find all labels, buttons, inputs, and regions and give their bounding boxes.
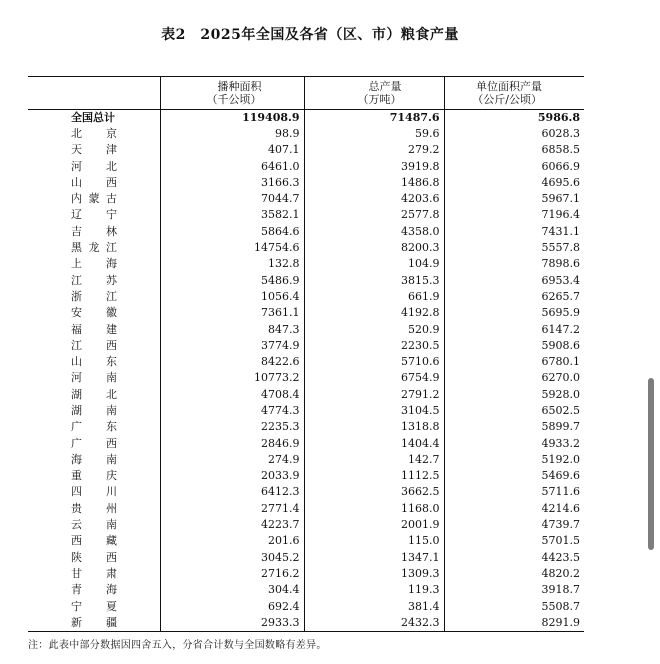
yield-cell: 6953.4 — [444, 272, 584, 288]
region-cell — [28, 256, 160, 272]
footnote: 注：此表中部分数据因四舍五入，分省合计数与全国数略有差异。 — [28, 640, 327, 651]
yield-cell: 4933.2 — [444, 435, 584, 451]
document-title: 表2 2025年全国及各省（区、市）粮食产量 — [161, 27, 459, 43]
sown-area-cell: 7044.7 — [160, 191, 304, 207]
table-row — [28, 484, 584, 500]
sown-area-cell: 7361.1 — [160, 305, 304, 321]
region-cell — [28, 435, 160, 451]
total-output-cell: 8200.3 — [304, 240, 444, 256]
region-name: 福 建 — [71, 322, 117, 336]
header-total-output — [304, 77, 444, 110]
yield-cell: 7898.6 — [444, 256, 584, 272]
total-output-cell: 1309.3 — [304, 566, 444, 582]
sown-area-cell: 4774.3 — [160, 403, 304, 419]
total-output-cell: 1404.4 — [304, 435, 444, 451]
total-output-cell: 3815.3 — [304, 272, 444, 288]
total-output-cell: 2230.5 — [304, 338, 444, 354]
yield-cell: 6147.2 — [444, 321, 584, 337]
table-row — [28, 191, 584, 207]
region-cell — [28, 615, 160, 631]
sown-area-cell: 14754.6 — [160, 240, 304, 256]
sown-area-cell: 3582.1 — [160, 207, 304, 223]
region-name: 江 西 — [71, 338, 117, 352]
yield-cell: 5469.6 — [444, 468, 584, 484]
table-row — [28, 468, 584, 484]
total-output-cell: 1318.8 — [304, 419, 444, 435]
table-row — [28, 224, 584, 240]
region-name: 青 海 — [71, 583, 117, 597]
region-name: 广 西 — [71, 436, 117, 450]
yield-cell: 3918.7 — [444, 582, 584, 598]
total-output-cell: 2001.9 — [304, 517, 444, 533]
region-name: 河 南 — [71, 371, 117, 385]
total-output-cell: 520.9 — [304, 321, 444, 337]
yield-cell: 4739.7 — [444, 517, 584, 533]
total-output-cell: 6754.9 — [304, 370, 444, 386]
region-name: 天 津 — [71, 143, 117, 157]
table-row — [28, 175, 584, 191]
header-sown-area — [160, 77, 304, 110]
total-output-cell: 1168.0 — [304, 501, 444, 517]
region-cell — [28, 452, 160, 468]
region-cell — [28, 550, 160, 566]
table-row — [28, 403, 584, 419]
table-row — [28, 158, 584, 174]
sown-area-cell: 2933.3 — [160, 615, 304, 631]
region-cell — [28, 419, 160, 435]
region-name: 河 北 — [71, 159, 117, 173]
yield-cell: 5928.0 — [444, 387, 584, 403]
region-name: 安 徽 — [71, 306, 117, 320]
table-row-total — [28, 110, 584, 126]
header-total-output-unit: （万吨） — [357, 93, 402, 106]
region-name: 重 庆 — [71, 469, 117, 483]
region-name: 湖 北 — [71, 387, 117, 401]
table-row — [28, 387, 584, 403]
sown-area-cell: 4223.7 — [160, 517, 304, 533]
yield-cell: 7431.1 — [444, 224, 584, 240]
header-sown-area-label: 播种面积 — [217, 80, 262, 93]
sown-area-cell: 132.8 — [160, 256, 304, 272]
total-output-cell: 2432.3 — [304, 615, 444, 631]
total-output-cell: 1112.5 — [304, 468, 444, 484]
region-cell — [28, 533, 160, 549]
total-output-cell: 3104.5 — [304, 403, 444, 419]
total-output-cell: 5710.6 — [304, 354, 444, 370]
yield-cell: 5711.6 — [444, 484, 584, 500]
yield-cell: 5967.1 — [444, 191, 584, 207]
sown-area-cell: 201.6 — [160, 533, 304, 549]
region-cell — [28, 110, 160, 126]
region-name: 陕 西 — [71, 550, 117, 564]
table-row — [28, 207, 584, 223]
region-cell — [28, 403, 160, 419]
yield-cell: 5908.6 — [444, 338, 584, 354]
total-output-cell: 104.9 — [304, 256, 444, 272]
sown-area-cell: 6461.0 — [160, 158, 304, 174]
table-row — [28, 550, 584, 566]
total-output-cell: 115.0 — [304, 533, 444, 549]
total-output-cell: 119.3 — [304, 582, 444, 598]
table-row — [28, 566, 584, 582]
grain-output-table — [28, 76, 584, 632]
table-row — [28, 598, 584, 614]
region-cell — [28, 126, 160, 142]
sown-area-cell: 119408.9 — [160, 110, 304, 126]
yield-cell: 6780.1 — [444, 354, 584, 370]
region-name: 广 东 — [71, 420, 117, 434]
table-row — [28, 354, 584, 370]
yield-cell: 5986.8 — [444, 110, 584, 126]
region-name: 甘 肃 — [71, 566, 117, 580]
table-row — [28, 256, 584, 272]
region-name: 云 南 — [71, 518, 117, 532]
yield-cell: 5899.7 — [444, 419, 584, 435]
region-cell — [28, 272, 160, 288]
total-output-cell: 279.2 — [304, 142, 444, 158]
table-row — [28, 533, 584, 549]
table-row — [28, 370, 584, 386]
yield-cell: 6066.9 — [444, 158, 584, 174]
sown-area-cell: 3166.3 — [160, 175, 304, 191]
sown-area-cell: 2771.4 — [160, 501, 304, 517]
region-cell — [28, 338, 160, 354]
sown-area-cell: 274.9 — [160, 452, 304, 468]
sown-area-cell: 2846.9 — [160, 435, 304, 451]
table-header-row — [28, 77, 584, 110]
yield-cell: 6858.5 — [444, 142, 584, 158]
region-cell — [28, 191, 160, 207]
yield-cell: 4820.2 — [444, 566, 584, 582]
region-cell — [28, 566, 160, 582]
region-name: 北 京 — [71, 126, 117, 140]
region-cell — [28, 142, 160, 158]
table-row — [28, 240, 584, 256]
region-cell — [28, 598, 160, 614]
region-name: 贵 州 — [71, 501, 117, 515]
header-total-output-label: 总产量 — [368, 80, 402, 93]
region-cell — [28, 305, 160, 321]
region-cell — [28, 354, 160, 370]
yield-cell: 4214.6 — [444, 501, 584, 517]
sown-area-cell: 4708.4 — [160, 387, 304, 403]
region-cell — [28, 224, 160, 240]
region-name: 四 川 — [71, 485, 117, 499]
table-body — [28, 110, 584, 632]
table-row — [28, 419, 584, 435]
table-row — [28, 615, 584, 631]
sown-area-cell: 304.4 — [160, 582, 304, 598]
yield-cell: 5695.9 — [444, 305, 584, 321]
table-row — [28, 305, 584, 321]
table-row — [28, 452, 584, 468]
region-name: 上 海 — [71, 257, 117, 271]
header-yield — [444, 77, 584, 110]
sown-area-cell: 407.1 — [160, 142, 304, 158]
region-cell — [28, 582, 160, 598]
table-row — [28, 517, 584, 533]
sown-area-cell: 2235.3 — [160, 419, 304, 435]
region-cell — [28, 484, 160, 500]
sown-area-cell: 98.9 — [160, 126, 304, 142]
region-cell — [28, 321, 160, 337]
region-name: 辽 宁 — [71, 208, 117, 222]
yield-cell: 5508.7 — [444, 598, 584, 614]
total-output-cell: 1486.8 — [304, 175, 444, 191]
table-row — [28, 272, 584, 288]
yield-cell: 8291.9 — [444, 615, 584, 631]
sown-area-cell: 10773.2 — [160, 370, 304, 386]
yield-cell: 5557.8 — [444, 240, 584, 256]
sown-area-cell: 2033.9 — [160, 468, 304, 484]
table-row — [28, 289, 584, 305]
yield-cell: 7196.4 — [444, 207, 584, 223]
region-name: 西 藏 — [71, 534, 117, 548]
total-output-cell: 4203.6 — [304, 191, 444, 207]
total-output-cell: 2577.8 — [304, 207, 444, 223]
region-name: 山 西 — [71, 175, 117, 189]
region-name: 宁 夏 — [71, 599, 117, 613]
scrollbar-thumb[interactable] — [648, 378, 654, 550]
region-cell — [28, 387, 160, 403]
header-yield-unit: （公斤/公顷） — [472, 93, 542, 106]
sown-area-cell: 8422.6 — [160, 354, 304, 370]
sown-area-cell: 3774.9 — [160, 338, 304, 354]
sown-area-cell: 1056.4 — [160, 289, 304, 305]
region-cell — [28, 240, 160, 256]
table-row — [28, 321, 584, 337]
sown-area-cell: 5486.9 — [160, 272, 304, 288]
region-cell — [28, 370, 160, 386]
header-yield-label: 单位面积产量 — [476, 80, 542, 93]
sown-area-cell: 2716.2 — [160, 566, 304, 582]
yield-cell: 4423.5 — [444, 550, 584, 566]
table-row — [28, 435, 584, 451]
region-cell — [28, 289, 160, 305]
region-name: 湖 南 — [71, 403, 117, 417]
yield-cell: 6028.3 — [444, 126, 584, 142]
yield-cell: 6265.7 — [444, 289, 584, 305]
yield-cell: 4695.6 — [444, 175, 584, 191]
region-cell — [28, 207, 160, 223]
region-name: 全国总计 — [71, 110, 115, 124]
total-output-cell: 142.7 — [304, 452, 444, 468]
total-output-cell: 381.4 — [304, 598, 444, 614]
yield-cell: 5701.5 — [444, 533, 584, 549]
total-output-cell: 4358.0 — [304, 224, 444, 240]
table-row — [28, 582, 584, 598]
total-output-cell: 3919.8 — [304, 158, 444, 174]
sown-area-cell: 5864.6 — [160, 224, 304, 240]
yield-cell: 6270.0 — [444, 370, 584, 386]
region-cell — [28, 158, 160, 174]
table-row — [28, 338, 584, 354]
table-row — [28, 142, 584, 158]
total-output-cell: 1347.1 — [304, 550, 444, 566]
region-name: 江 苏 — [71, 273, 117, 287]
total-output-cell: 2791.2 — [304, 387, 444, 403]
yield-cell: 6502.5 — [444, 403, 584, 419]
table-row — [28, 501, 584, 517]
header-region — [28, 77, 160, 110]
total-output-cell: 661.9 — [304, 289, 444, 305]
sown-area-cell: 847.3 — [160, 321, 304, 337]
header-sown-area-unit: （千公顷） — [206, 93, 262, 106]
total-output-cell: 59.6 — [304, 126, 444, 142]
region-name: 内 蒙 古 — [71, 192, 117, 206]
region-cell — [28, 468, 160, 484]
total-output-cell: 71487.6 — [304, 110, 444, 126]
region-cell — [28, 501, 160, 517]
total-output-cell: 4192.8 — [304, 305, 444, 321]
sown-area-cell: 692.4 — [160, 598, 304, 614]
region-name: 海 南 — [71, 452, 117, 466]
table-row — [28, 126, 584, 142]
yield-cell: 5192.0 — [444, 452, 584, 468]
region-name: 新 疆 — [71, 615, 117, 629]
total-output-cell: 3662.5 — [304, 484, 444, 500]
region-name: 浙 江 — [71, 289, 117, 303]
region-name: 黑 龙 江 — [71, 241, 117, 255]
sown-area-cell: 3045.2 — [160, 550, 304, 566]
region-name: 吉 林 — [71, 224, 117, 238]
region-name: 山 东 — [71, 355, 117, 369]
sown-area-cell: 6412.3 — [160, 484, 304, 500]
region-cell — [28, 175, 160, 191]
region-cell — [28, 517, 160, 533]
